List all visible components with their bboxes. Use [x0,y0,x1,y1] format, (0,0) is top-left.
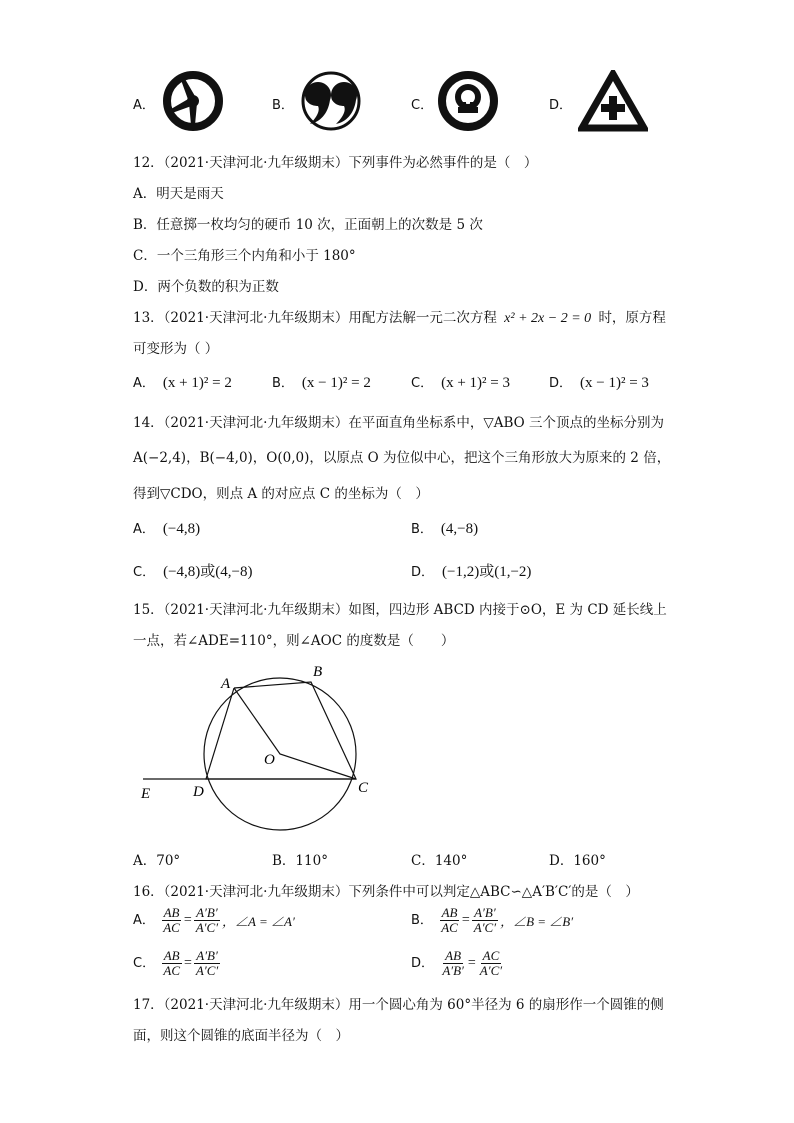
q12-option-d: D．两个负数的积为正数 [133,279,279,295]
q15-option-d: D．160° [549,853,606,869]
q15-option-c: C．140° [411,853,468,869]
q11-option-a-label: A． [133,98,155,113]
label-o: O [264,752,275,768]
q12-stem: 12．（2021·天津河北·九年级期末）下列事件为必然事件的是（ ） [133,155,538,171]
q15-line1: 15．（2021·天津河北·九年级期末）如图，四边形 ABCD 内接于⊙O，E 为 CD 延长线上 [133,602,667,618]
q13-stem-prefix: 13．（2021·天津河北·九年级期末）用配方法解一元二次方程 [133,310,497,326]
q16-option-c: C． $\frac{AB}{AC}$ = $\frac{A'B'}{A'C'}$ [133,948,219,978]
q11-option-b-label: B． [272,98,294,113]
q14-option-b: B． (4,−8) [411,521,479,537]
q15-line2: 一点，若∠ADE=110°，则∠AOC 的度数是（ ） [133,633,455,649]
q13-stem-line2: 可变形为（ ） [133,341,219,357]
q14-line1: 14．（2021·天津河北·九年级期末）在平面直角坐标系中，▽ABO 三个顶点的坐标分别为 [133,415,665,431]
label-c: C [358,780,369,796]
label-b: B [313,664,323,680]
label-e: E [141,786,151,802]
q13-option-b: B． (x − 1)² = 2 [272,375,371,391]
q11-option-d-label: D． [549,98,573,113]
quadrilateral-abcd [206,682,356,779]
q12-option-a: A．明天是雨天 [133,186,224,202]
q12-option-c: C．一个三角形三个内角和小于 180° [133,248,356,264]
q14-option-d: D． (−1,2)或(1,−2) [411,564,532,580]
q16-option-b: B． $\frac{AB}{AC}$ = $\frac{A'B'}{A'C'}$ ，∠B = ∠B′ [411,905,574,935]
label-a: A [221,676,231,692]
q16-option-d: D． $\frac{AB}{A'B'}$ = $\frac{AC}{A'C'}$ [411,948,503,978]
q11-option-c-label: C． [411,98,434,113]
q13-option-a: A． (x + 1)² = 2 [133,375,232,391]
q15-option-b: B．110° [272,853,328,869]
q17-line1: 17．（2021·天津河北·九年级期末）用一个圆心角为 60°半径为 6 的扇形作一个圆锥的侧 [133,997,664,1013]
steering-wheel-icon [161,69,225,133]
q15-option-a: A．70° [133,853,181,869]
q13-stem-suffix: 时，原方程 [598,310,666,326]
q12-option-b: B．任意掷一枚均匀的硬币 10 次，正面朝上的次数是 5 次 [133,217,483,233]
q14-option-a: A． (−4,8) [133,521,201,537]
q13-option-d: D． (x − 1)² = 3 [549,375,649,391]
two-comma-shapes-icon [298,70,364,132]
q16-stem: 16．（2021·天津河北·九年级期末）下列条件中可以判定△ABC∽△A′B′C′的是（ ） [133,884,639,900]
q16-option-a: A． $\frac{AB}{AC}$ = $\frac{A'B'}{A'C'}$ ，∠A = ∠A′ [133,905,295,935]
q13-option-c: C． (x + 1)² = 3 [411,375,510,391]
railway-logo-icon [436,69,500,133]
warning-triangle-plus-icon [578,70,648,132]
q14-option-c: C． (−4,8)或(4,−8) [133,564,253,580]
q13-equation: x² + 2x − 2 = 0 [504,310,592,326]
circle-quadrilateral-figure [135,660,380,838]
q14-line3: 得到▽CDO，则点 A 的对应点 C 的坐标为（ ） [133,486,429,502]
q17-line2: 面，则这个圆锥的底面半径为（ ） [133,1028,349,1044]
q13-stem [133,306,666,327]
label-d: D [193,784,204,800]
q14-line2: A(−2,4)，B(−4,0)，O(0,0)，以原点 O 为位似中心，把这个三角形放大为原来的 2 倍， [133,450,671,466]
angle-aoc [234,688,356,779]
